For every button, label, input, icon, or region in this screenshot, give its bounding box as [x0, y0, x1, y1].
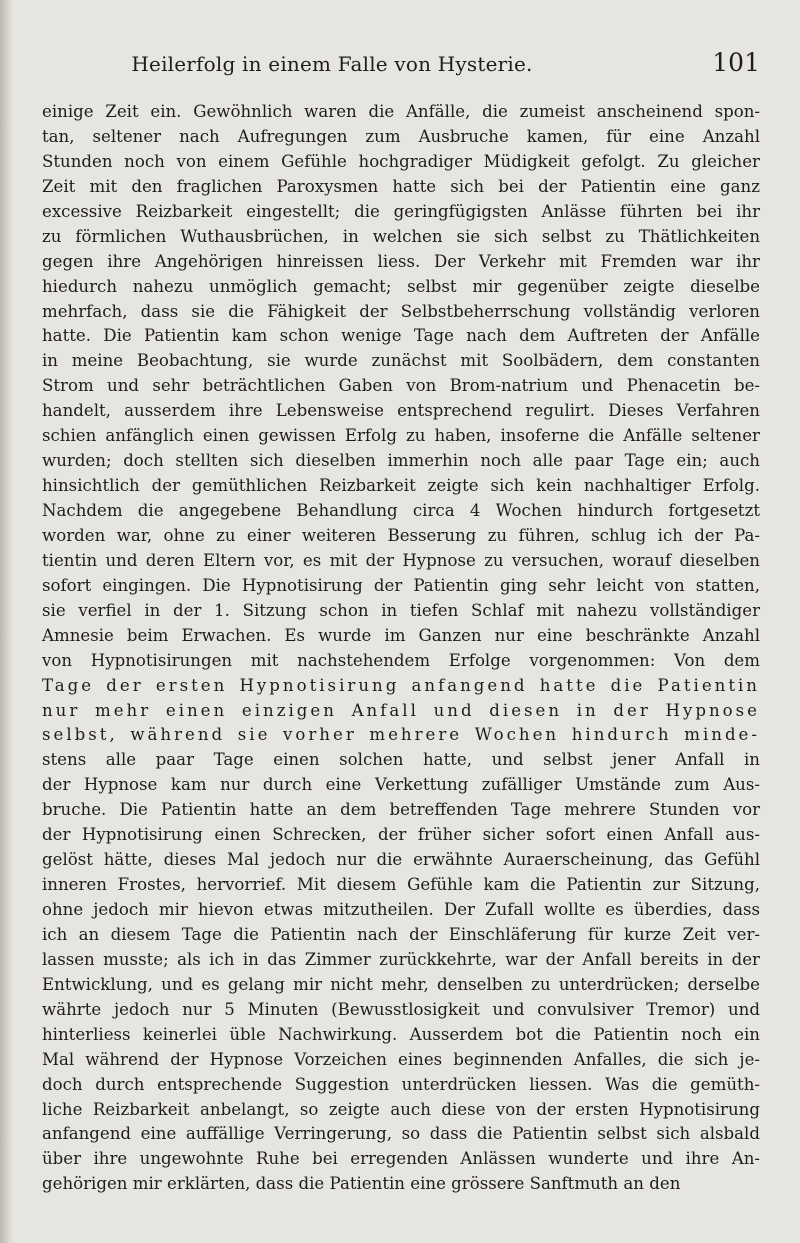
- text-line: tientin und deren Eltern vor, es mit der Hypnose zu versuchen, worauf dieselben: [42, 550, 760, 570]
- text-line: währte jedoch nur 5 Minuten (Bewusstlosigkeit und convulsiver Tremor) und: [42, 999, 760, 1019]
- text-line: Entwicklung, und es gelang mir nicht mehr, denselben zu unterdrücken; derselbe: [42, 974, 760, 994]
- text-line: zu förmlichen Wuthausbrüchen, in welchen sie sich selbst zu Thätlichkeiten: [42, 226, 760, 246]
- text-line: von Hypnotisirungen mit nachstehendem Erfolge vorgenommen: Von dem: [42, 650, 760, 670]
- text-line: der Hypnose kam nur durch eine Verkettung zufälliger Umstände zum Aus-: [42, 775, 760, 795]
- text-line: Strom und sehr beträchtlichen Gaben von Brom-natrium und Phenacetin be-: [42, 376, 760, 396]
- text-line: schien anfänglich einen gewissen Erfolg zu haben, insoferne die Anfälle seltener: [42, 426, 760, 446]
- body-text: [42, 100, 760, 1197]
- text-line: Stunden noch von einem Gefühle hochgradiger Müdigkeit gefolgt. Zu gleicher: [42, 151, 760, 171]
- text-line: lassen musste; als ich in das Zimmer zurückkehrte, war der Anfall bereits in der: [42, 949, 760, 969]
- text-line: ohne jedoch mir hievon etwas mitzutheilen. Der Zufall wollte es überdies, dass: [42, 900, 760, 919]
- text-line: der Hypnotisirung einen Schrecken, der früher sicher sofort einen Anfall aus-: [42, 825, 760, 845]
- text-line: handelt, ausserdem ihre Lebensweise entsprechend regulirt. Dieses Verfahren: [42, 401, 760, 421]
- text-line: in meine Beobachtung, sie wurde zunächst mit Soolbädern, dem constanten: [42, 351, 760, 371]
- text-line: Mal während der Hypnose Vorzeichen eines beginnenden Anfalles, die sich je-: [42, 1049, 760, 1069]
- text-line: ich an diesem Tage die Patientin nach der Einschläferung für kurze Zeit ver-: [42, 924, 760, 944]
- page-binding-edge: [0, 0, 14, 1243]
- text-line: sie verfiel in der 1. Sitzung schon in tiefen Schlaf mit nahezu vollständiger: [42, 600, 760, 620]
- text-line: stens alle paar Tage einen solchen hatte, und selbst jener Anfall in: [42, 750, 760, 770]
- page-number: 101: [712, 48, 760, 77]
- text-line: doch durch entsprechende Suggestion unterdrücken liessen. Was die gemüth-: [42, 1074, 760, 1094]
- text-line: Amnesie beim Erwachen. Es wurde im Ganzen nur eine beschränkte Anzahl: [42, 625, 760, 645]
- text-line: gegen ihre Angehörigen hinreissen liess. Der Verkehr mit Fremden war ihr: [42, 251, 760, 271]
- text-line: bruche. Die Patientin hatte an dem betreffenden Tage mehrere Stunden vor: [42, 800, 760, 820]
- running-title: Heilerfolg in einem Falle von Hysterie.: [131, 52, 533, 76]
- text-line: über ihre ungewohnte Ruhe bei erregenden Anlässen wunderte und ihre An-: [42, 1149, 760, 1169]
- text-line: Zeit mit den fraglichen Paroxysmen hatte sich bei der Patientin eine ganz: [42, 176, 760, 196]
- emphasized-text-line: selbst, während sie vorher mehrere Wochen hindurch minde-: [42, 725, 760, 745]
- text-line: sofort eingingen. Die Hypnotisirung der Patientin ging sehr leicht von statten,: [42, 575, 760, 595]
- page-header: [42, 48, 760, 82]
- book-page: [42, 0, 760, 1243]
- emphasized-text-line: nur mehr einen einzigen Anfall und diesen in der Hypnose: [42, 700, 760, 720]
- text-line: anfangend eine auffällige Verringerung, so dass die Patientin selbst sich alsbald: [42, 1124, 760, 1144]
- text-line: wurden; doch stellten sich dieselben immerhin noch alle paar Tage ein; auch: [42, 451, 760, 471]
- text-line: inneren Frostes, hervorrief. Mit diesem Gefühle kam die Patientin zur Sitzung,: [42, 875, 760, 895]
- text-line: gehörigen mir erklärten, dass die Patientin eine grössere Sanftmuth an den: [42, 1174, 681, 1194]
- text-line: mehrfach, dass sie die Fähigkeit der Selbstbeherrschung vollständig verloren: [42, 301, 760, 321]
- text-line: hinterliess keinerlei üble Nachwirkung. Ausserdem bot die Patientin noch ein: [42, 1024, 760, 1044]
- text-line: gelöst hätte, dieses Mal jedoch nur die erwähnte Auraerscheinung, das Gefühl: [42, 850, 760, 870]
- text-line: hiedurch nahezu unmöglich gemacht; selbst mir gegenüber zeigte dieselbe: [42, 276, 760, 296]
- text-line: Nachdem die angegebene Behandlung circa 4 Wochen hindurch fortgesetzt: [42, 501, 760, 520]
- emphasized-text-line: Tage der ersten Hypnotisirung anfangend hatte die Patientin: [42, 675, 760, 695]
- text-line: worden war, ohne zu einer weiteren Besserung zu führen, schlug ich der Pa-: [42, 525, 760, 545]
- text-line: hinsichtlich der gemüthlichen Reizbarkeit zeigte sich kein nachhaltiger Erfolg.: [42, 476, 760, 496]
- text-line: excessive Reizbarkeit eingestellt; die geringfügigsten Anlässe führten bei ihr: [42, 201, 760, 221]
- text-line: hatte. Die Patientin kam schon wenige Tage nach dem Auftreten der Anfälle: [42, 326, 760, 346]
- text-line: tan, seltener nach Aufregungen zum Ausbruche kamen, für eine Anzahl: [42, 126, 760, 146]
- text-line: einige Zeit ein. Gewöhnlich waren die Anfälle, die zumeist anscheinend spon-: [42, 102, 760, 121]
- text-line: liche Reizbarkeit anbelangt, so zeigte auch diese von der ersten Hypnotisirung: [42, 1099, 760, 1119]
